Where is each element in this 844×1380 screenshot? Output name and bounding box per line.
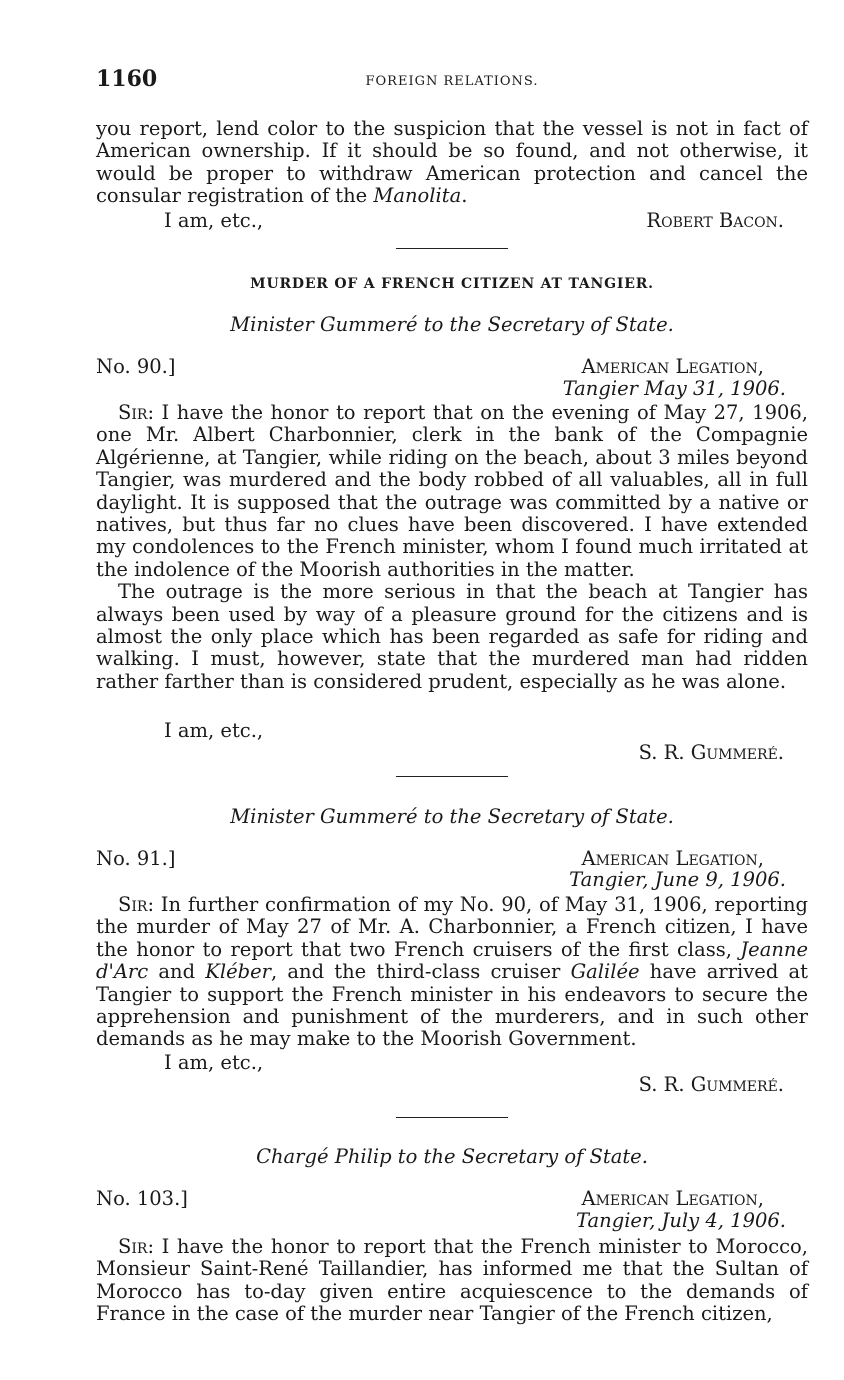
document-number: No. 91.] [96,847,176,870]
signature: S. R. Gummeré. [638,1073,784,1096]
letter-title: Minister Gummeré to the Secretary of State. [230,805,674,828]
ship-name: Kléber [205,960,271,984]
divider-rule [396,1117,508,1118]
closing: I am, etc., [164,719,264,742]
signature: S. R. Gummeré. [638,741,784,764]
body-text: : In further confirmation of my No. 90, of May 31, 1906, reporting the murder of May 27 of Mr. A. Charbonnier, a French citizen, I have the honor to report that two French cruisers of the first class, [96,893,808,961]
closing: I am, etc., [164,209,264,232]
legation-heading: American Legation, [581,355,764,378]
legation-heading: American Legation, [581,847,764,870]
letter-body [96,894,808,1051]
dateline: Tangier May 31, 1906. [562,377,786,400]
closing-row [96,720,808,742]
document-number: No. 90.] [96,355,176,378]
salutation: Sir [118,401,148,424]
ship-name: Galilée [570,960,640,984]
body-text: , and the third-class cruiser [270,960,571,984]
letter-title: Chargé Philip to the Secretary of State. [256,1145,648,1168]
salutation: Sir [118,893,148,916]
ship-name: Jeanne d'Arc [96,937,808,984]
legation-heading: American Legation, [581,1187,764,1210]
running-head: FOREIGN RELATIONS. [365,74,539,89]
signature: Robert Bacon. [646,209,784,232]
page-header [96,66,808,96]
dateline: Tangier, July 4, 1906. [576,1209,786,1232]
continuation-text: you report, lend color to the suspicion that the vessel is not in fact of American ownership. If it should be so found, and not otherwise, it would be proper to withdraw American protection and cancel the consular registration of the [96,117,808,208]
divider-rule [396,776,508,777]
continuation-closing-row [96,210,808,232]
signature-row [96,1074,808,1096]
signature-row [96,742,808,764]
body-paragraph: : I have the honor to report that the French minister to Morocco, Monsieur Saint-René Taillandier, has informed me that the Sultan of Morocco has to-day given entire acquiescence to the demands of France in the case of the murder near Tangier of the French citizen, [96,1235,808,1326]
closing-row [96,1052,808,1074]
closing: I am, etc., [164,1051,264,1074]
continuation-paragraph [96,118,808,208]
letter-body [96,1236,808,1326]
body-paragraph-2: The outrage is the more serious in that the beach at Tangier has always been used by way of a pleasure ground for the citizens and is almost the only place which has been regarded as safe for riding and walking. I must, however, state that the murdered man had ridden rather farther than is considered prudent, especially as he was alone. [96,580,808,693]
body-text: and [148,960,206,984]
salutation: Sir [118,1235,148,1258]
body-text: have arrived at Tangier to support the French minister in his endeavors to secure the apprehension and punishment of the murderers, and in such other demands as he may make to the Moorish Government. [96,960,808,1051]
dateline: Tangier, June 9, 1906. [569,868,786,891]
document-number: No. 103.] [96,1187,188,1210]
ship-name-manolita: Manolita [373,184,462,208]
continuation-end: . [461,184,468,208]
letter-body [96,402,808,693]
page-number: 1160 [96,66,158,92]
divider-rule [396,248,508,249]
section-title: MURDER OF A FRENCH CITIZEN AT TANGIER. [250,276,654,292]
body-paragraph: : I have the honor to report that on the evening of May 27, 1906, one Mr. Albert Charbonnier, clerk in the bank of the Compagnie Algérienne, at Tangier, while riding on the beach, about 3 miles beyond Tangier, was murdered and the body robbed of all valuables, all in full daylight. It is supposed that the outrage was committed by a native or natives, but thus far no clues have been discovered. I have extended my condolences to the French minister, whom I found much irritated at the indolence of the Moorish authorities in the matter. [96,401,808,581]
letter-title: Minister Gummeré to the Secretary of State. [230,313,674,336]
